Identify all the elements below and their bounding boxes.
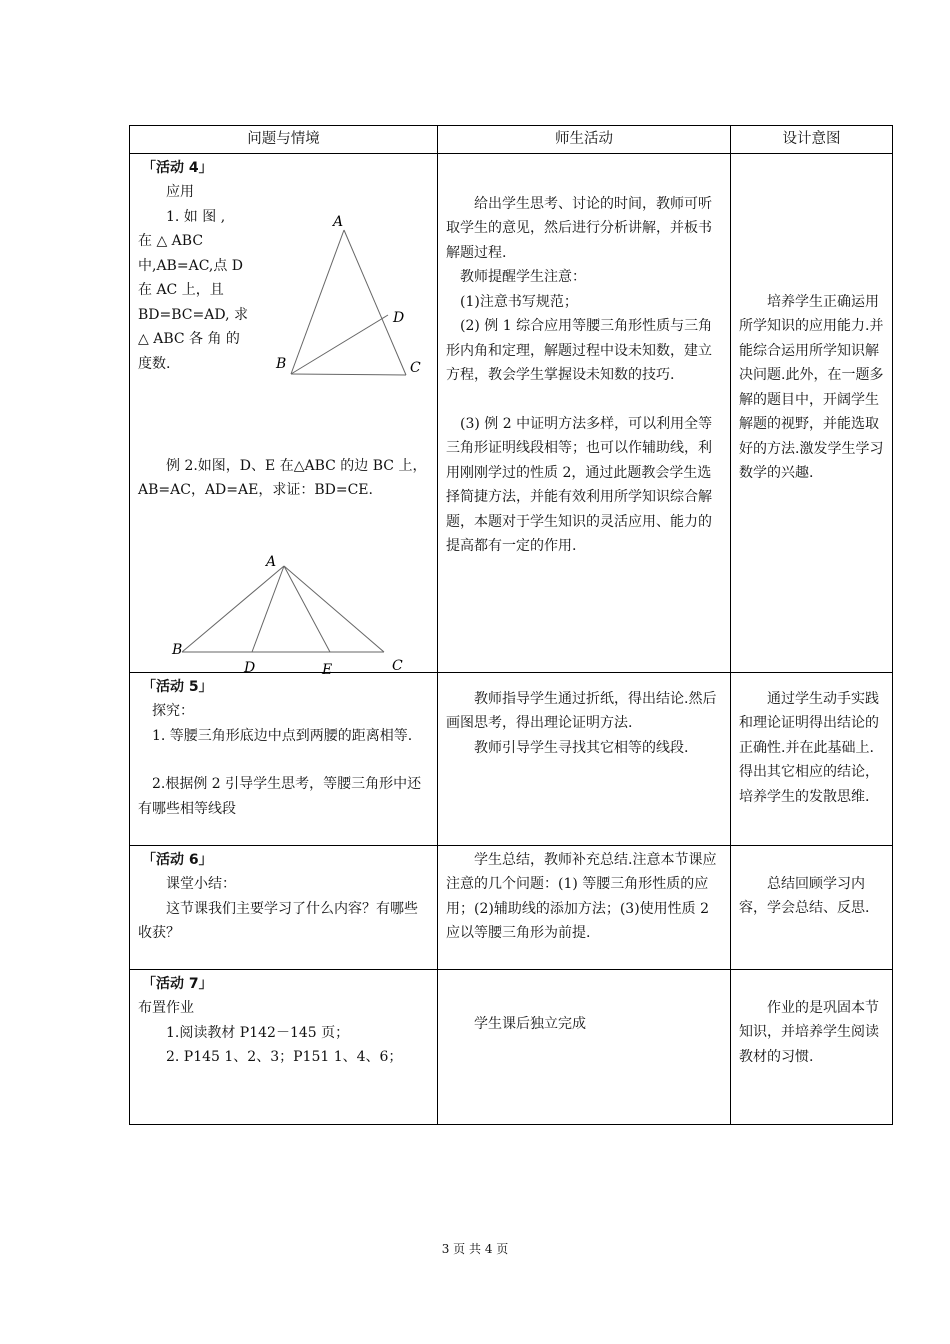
- activity-5-intent: 通过学生动手实践和理论证明得出结论的正确性.并在此基础上.得出其它相应的结论，培养学生的发散思维.: [739, 690, 879, 805]
- example-1-line2: 在 △ ABC: [138, 233, 204, 249]
- activity-6-mid: 学生总结，教师补充总结.注意本节课应注意的几个问题：(1) 等腰三角形性质的应用；(2)辅助线的添加方法；(3)使用性质 2 应以等腰三角形为前提.: [446, 851, 717, 941]
- activity-6-intent: 总结回顾学习内容，学会总结、反思.: [739, 875, 870, 916]
- fig2-label-e: E: [322, 661, 333, 678]
- header-problem: 问题与情境: [130, 126, 438, 154]
- activity-7-mid: 学生课后独立完成: [474, 1015, 586, 1032]
- example-2-text: 例 2.如图，D、E 在△ABC 的边 BC 上，AB=AC，AD=AE，求证：BD=CE.: [138, 457, 427, 498]
- example-1-line3: 中,AB=AC,点 D: [138, 257, 244, 274]
- activity-7-p2: 2. P145 1、2、3；P151 1、4、6；: [166, 1049, 403, 1065]
- fig2-label-b: B: [172, 641, 183, 658]
- activity-7-row: [130, 969, 893, 1124]
- activity-4-row: [130, 153, 893, 672]
- header-row: [130, 126, 893, 154]
- activity-6-row: [130, 845, 893, 969]
- fig1-label-b: B: [276, 355, 287, 372]
- activity-6-p1: 这节课我们主要学习了什么内容？有哪些收获？: [138, 900, 418, 941]
- activity-4-mid-p2: 教师提醒学生注意：: [460, 269, 586, 285]
- activity-6-title: 「活动 6」: [142, 851, 213, 868]
- activity-5-p2: 2.根据例 2 引导学生思考，等腰三角形中还有哪些相等线段: [138, 776, 422, 817]
- example-1-line1: 1. 如 图 ,: [166, 208, 226, 225]
- fig2-label-a: A: [266, 553, 277, 570]
- activity-5-row: [130, 672, 893, 845]
- activity-7-title: 「活动 7」: [142, 975, 213, 992]
- lesson-plan-table: [129, 125, 893, 1125]
- fig2-label-c: C: [392, 657, 403, 674]
- activity-4-mid-p4: (2) 例 1 综合应用等腰三角形性质与三角形内角和定理，解题过程中设未知数，建立方程，教会学生掌握设未知数的技巧.: [446, 318, 713, 383]
- example-1-line4: 在 AC 上，且: [138, 282, 224, 298]
- activity-6-subtitle: 课堂小结：: [166, 876, 236, 892]
- activity-5-title: 「活动 5」: [142, 678, 213, 695]
- example-1-line7: 度数.: [138, 355, 171, 372]
- fig1-label-d: D: [393, 309, 405, 326]
- fig2-label-d: D: [244, 659, 256, 676]
- activity-4-subtitle: 应用: [166, 184, 194, 200]
- activity-4-title: 「活动 4」: [142, 159, 213, 176]
- activity-5-mid-p2: 教师引导学生寻找其它相等的线段.: [474, 739, 689, 756]
- activity-4-intent: 培养学生正确运用所学知识的应用能力.并能综合运用所学知识解决问题.此外，在一题多解的题目中，开阔学生解题的视野，并能选取好的方法.激发学生学习数学的兴趣.: [739, 293, 884, 481]
- fig1-label-a: A: [333, 213, 344, 230]
- activity-4-mid-p5: (3) 例 2 中证明方法多样，可以利用全等三角形证明线段相等；也可以作辅助线，利用刚刚学过的性质 2，通过此题教会学生选择简捷方法，并能有效利用所学知识综合解题，本题对于学生知识的灵活应用、能力的提高都有一定的作用.: [446, 415, 713, 554]
- activity-7-intent: 作业的是巩固本节知识，并培养学生阅读教材的习惯.: [739, 999, 879, 1065]
- page-footer: 3 页 共 4 页: [441, 1242, 509, 1256]
- example-1-line6: △ ABC 各 角 的: [138, 331, 240, 347]
- header-activity: 师生活动: [438, 126, 731, 154]
- figure-triangle-ade: [158, 550, 438, 680]
- activity-4-mid-p1: 给出学生思考、讨论的时间，教师可听取学生的意见，然后进行分析讲解，并板书解题过程.: [446, 195, 712, 261]
- activity-7-p1: 1.阅读教材 P142－145 页；: [166, 1024, 350, 1041]
- activity-7-subtitle: 布置作业: [138, 1000, 194, 1016]
- activity-5-subtitle: 探究：: [152, 703, 194, 719]
- example-1-line5: BD=BC=AD, 求: [138, 306, 248, 323]
- activity-4-mid-p3: (1)注意书写规范；: [460, 293, 578, 310]
- header-intent: 设计意图: [731, 126, 893, 154]
- figure-triangle-abd: [276, 196, 446, 376]
- activity-5-p1: 1. 等腰三角形底边中点到两腰的距离相等.: [152, 727, 413, 744]
- activity-5-mid-p1: 教师指导学生通过折纸，得出结论.然后画图思考，得出理论证明方法.: [446, 690, 717, 731]
- fig1-label-c: C: [410, 359, 421, 376]
